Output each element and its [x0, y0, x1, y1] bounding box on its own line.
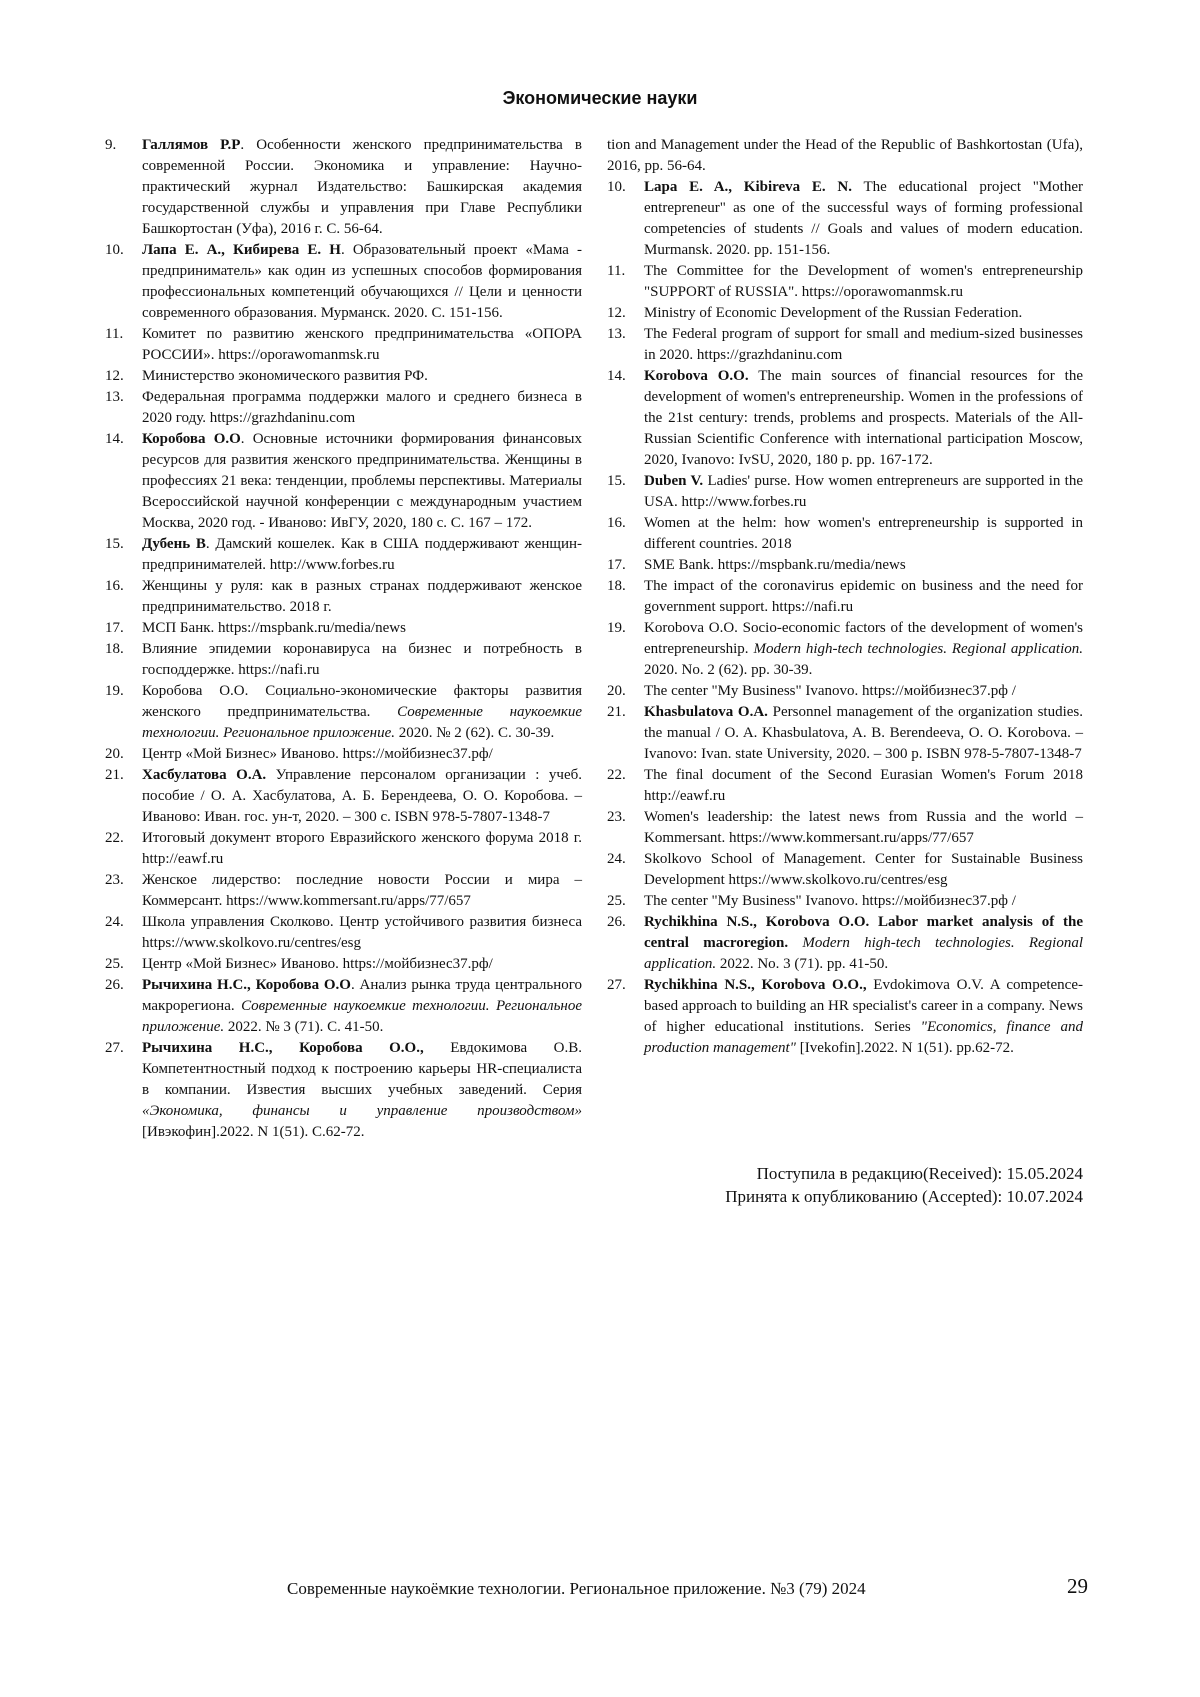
- reference-item: [105, 912, 582, 954]
- reference-number: 18.: [105, 641, 124, 657]
- reference-text: Евдокимова О.В. Компетентностный подход к построению карьеры HR-специалиста в компании. Известия высших учебных заведений. Серия: [142, 1040, 582, 1098]
- reference-number: 19.: [105, 683, 124, 699]
- reference-item: [105, 639, 582, 681]
- reference-text: Korobova O.O. Socio-economic factors of the development of women's entrepreneurship.: [644, 620, 1083, 657]
- reference-text: The center "My Business" Ivanovo. https://мойбизнес37.рф /: [644, 683, 1016, 699]
- reference-number: 20.: [105, 746, 124, 762]
- reference-item: [105, 765, 582, 828]
- reference-text: [788, 935, 802, 951]
- reference-number: 14.: [607, 368, 626, 384]
- reference-item: [607, 618, 1083, 681]
- reference-text: Женское лидерство: последние новости России и мира – Коммерсант. https://www.kommersant.ru/apps/77/657: [142, 872, 582, 909]
- reference-text: Women at the helm: how women's entrepreneurship is supported in different countries. 2018: [644, 515, 1083, 552]
- reference-item: [105, 429, 582, 534]
- reference-item: [105, 870, 582, 912]
- reference-author: Khasbulatova O.A.: [644, 704, 768, 720]
- reference-text: Personnel management of the organization studies. the manual / O. A. Khasbulatova, A. B. Berendeeva, O. O. Korobova. – Ivanovo: Ivan. state University, 2020. – 300 p. ISBN 978-5-7807-1348-7: [644, 704, 1083, 762]
- reference-author: Рычихина Н.С., Коробова О.О.,: [142, 1040, 424, 1056]
- reference-author: Коробова О.О: [142, 431, 241, 447]
- reference-text: The impact of the coronavirus epidemic on business and the need for government support. https://nafi.ru: [644, 578, 1083, 615]
- reference-number: 13.: [607, 326, 626, 342]
- reference-author: Лапа Е. А., Кибирева Е. Н: [142, 242, 341, 258]
- reference-text: . Особенности женского предпринимательства в современной России. Экономика и управление: Научно-практический журнал Издательство: Башкирская академия государственной службы и управления при Главе Республики Башкортостан (Уфа), 2016 г. С. 56-64.: [142, 137, 582, 237]
- reference-details: 2022. № 3 (71). С. 41-50.: [224, 1019, 384, 1035]
- reference-source: «Экономика, финансы и управление производством»: [142, 1103, 582, 1119]
- reference-number: 18.: [607, 578, 626, 594]
- reference-number: 14.: [105, 431, 124, 447]
- reference-text: Ladies' purse. How women entrepreneurs are supported in the USA. http://www.forbes.ru: [644, 473, 1083, 510]
- reference-text: Центр «Мой Бизнес» Иваново. https://мойбизнес37.рф/: [142, 956, 493, 972]
- reference-text: Влияние эпидемии коронавируса на бизнес и потребность в господдержке. https://nafi.ru: [142, 641, 582, 678]
- reference-details: [Ивэкофин].2022. N 1(51). С.62-72.: [142, 1124, 365, 1140]
- reference-item: [607, 555, 1083, 576]
- reference-item: [607, 324, 1083, 366]
- reference-number: 10.: [105, 242, 124, 258]
- reference-text: SME Bank. https://mspbank.ru/media/news: [644, 557, 906, 573]
- reference-number: 20.: [607, 683, 626, 699]
- reference-item: [607, 765, 1083, 807]
- reference-number: 23.: [607, 809, 626, 825]
- reference-text: The main sources of financial resources for the development of women's entrepreneurship. Women in the professions of the 21st century: trends, problems and prospects. Materials of the All-Russian Scientific Conference with international participation Moscow, 2020, Ivanovo: IvSU, 2020, 180 p. pp. 167-172.: [644, 368, 1084, 468]
- reference-item: [105, 975, 582, 1038]
- reference-item: [607, 471, 1083, 513]
- reference-number: 27.: [105, 1040, 124, 1056]
- reference-details: 2020. No. 2 (62). pp. 30-39.: [644, 662, 813, 678]
- reference-text: Коробова О.О. Социально-экономические факторы развития женского предпринимательства.: [142, 683, 582, 720]
- reference-source: Современные наукоемкие технологии. Региональное приложение.: [142, 998, 583, 1035]
- reference-text: . Основные источники формирования финансовых ресурсов для развития женского предпринимательства. Женщины в профессиях 21 века: тенденции, проблемы перспективы. Материалы Всероссийской научной конференции с международным участием Москва, 2020 год. - Иваново: ИвГУ, 2020, 180 с. С. 167 – 172.: [142, 431, 582, 531]
- reference-text: Женщины у руля: как в разных странах поддерживают женское предпринимательство. 2018 г.: [142, 578, 582, 615]
- reference-number: 12.: [607, 305, 626, 321]
- reference-item: [607, 975, 1083, 1059]
- reference-author: Дубень В: [142, 536, 206, 552]
- reference-text: Министерство экономического развития РФ.: [142, 368, 428, 384]
- reference-item: [105, 618, 582, 639]
- reference-text: The center "My Business" Ivanovo. https://мойбизнес37.рф /: [644, 893, 1016, 909]
- reference-number: 17.: [105, 620, 124, 636]
- reference-number: 24.: [105, 914, 124, 930]
- reference-number: 13.: [105, 389, 124, 405]
- reference-number: 21.: [105, 767, 124, 783]
- reference-author: Рычихина Н.С., Коробова О.О: [142, 977, 351, 993]
- reference-item: [105, 828, 582, 870]
- reference-number: 22.: [105, 830, 124, 846]
- reference-text: . Дамский кошелек. Как в США поддерживают женщин-предпринимателей. http://www.forbes.ru: [142, 536, 582, 573]
- reference-text: Центр «Мой Бизнес» Иваново. https://мойбизнес37.рф/: [142, 746, 493, 762]
- reference-item: [607, 366, 1083, 471]
- reference-text: . Анализ рынка труда центрального макрорегиона.: [142, 977, 582, 1014]
- reference-item: [607, 702, 1083, 765]
- reference-item: [105, 1038, 582, 1143]
- reference-item: [607, 912, 1083, 975]
- reference-item: [607, 177, 1083, 261]
- reference-item: [105, 366, 582, 387]
- reference-number: 15.: [607, 473, 626, 489]
- reference-number: 19.: [607, 620, 626, 636]
- reference-number: 11.: [607, 263, 626, 279]
- reference-item: [105, 324, 582, 366]
- reference-text: Итоговый документ второго Евразийского женского форума 2018 г. http://eawf.ru: [142, 830, 582, 867]
- reference-text: Комитет по развитию женского предпринимательства «ОПОРА РОССИИ». https://oporawomanmsk.ru: [142, 326, 582, 363]
- reference-text: Управление персоналом организации : учеб. пособие / О. А. Хасбулатова, А. Б. Берендеева, О. О. Коробова. – Иваново: Иван. гос. ун-т, 2020. – 300 с. ISBN 978-5-7807-1348-7: [142, 767, 583, 825]
- reference-text: The Federal program of support for small and medium-sized businesses in 2020. https://grazhdaninu.com: [644, 326, 1083, 363]
- reference-item: [607, 576, 1083, 618]
- reference-source: "Economics, finance and production management": [644, 1019, 1083, 1056]
- reference-item: [607, 303, 1083, 324]
- reference-item: [607, 891, 1083, 912]
- page-number: 29: [1067, 1574, 1088, 1598]
- reference-item: [607, 849, 1083, 891]
- reference-item: [105, 240, 582, 324]
- reference-item: [105, 681, 582, 744]
- reference-item: [607, 681, 1083, 702]
- reference-item: [607, 513, 1083, 555]
- reference-item: [105, 135, 582, 240]
- reference-number: 21.: [607, 704, 626, 720]
- reference-continuation: tion and Management under the Head of the Republic of Bashkortostan (Ufa), 2016, pp. 56-64.: [607, 137, 1083, 174]
- reference-author: Rychikhina N.S., Korobova O.O.,: [644, 977, 867, 993]
- reference-text: The final document of the Second Eurasian Women's Forum 2018 http://eawf.ru: [644, 767, 1083, 804]
- reference-number: 16.: [607, 515, 626, 531]
- reference-item: [607, 261, 1083, 303]
- references-english: [607, 135, 1083, 1059]
- reference-number: 27.: [607, 977, 626, 993]
- reference-number: 9.: [105, 137, 117, 153]
- reference-number: 24.: [607, 851, 626, 867]
- reference-number: 17.: [607, 557, 626, 573]
- reference-item: [105, 387, 582, 429]
- reference-source: Modern high-tech technologies. Regional application.: [753, 641, 1083, 657]
- reference-text: Школа управления Сколково. Центр устойчивого развития бизнеса https://www.skolkovo.ru/centres/esg: [142, 914, 582, 951]
- reference-item: [105, 954, 582, 975]
- reference-item: [105, 576, 582, 618]
- reference-number: 16.: [105, 578, 124, 594]
- reference-author: Хасбулатова О.А.: [142, 767, 267, 783]
- reference-number: 26.: [607, 914, 626, 930]
- reference-text: МСП Банк. https://mspbank.ru/media/news: [142, 620, 406, 636]
- reference-item: [607, 807, 1083, 849]
- reference-author: Галлямов Р.Р: [142, 137, 241, 153]
- reference-author: Duben V.: [644, 473, 704, 489]
- journal-footer: Современные наукоёмкие технологии. Региональное приложение. №3 (79) 2024: [287, 1579, 866, 1598]
- reference-text: The educational project "Mother entrepreneur" as one of the successful ways of forming professional competencies of students // Goals and values of modern education. Murmansk. 2020. pp. 151-156.: [644, 179, 1084, 258]
- reference-number: 15.: [105, 536, 124, 552]
- reference-text: Федеральная программа поддержки малого и среднего бизнеса в 2020 году. https://grazhdaninu.com: [142, 389, 582, 426]
- reference-author: Lapa E. A., Kibireva E. N.: [644, 179, 852, 195]
- references-russian: [105, 135, 582, 1143]
- reference-text: Skolkovo School of Management. Center for Sustainable Business Development https://www.skolkovo.ru/centres/esg: [644, 851, 1083, 888]
- reference-number: 25.: [607, 893, 626, 909]
- reference-number: 11.: [105, 326, 124, 342]
- reference-source: Современные наукоемкие технологии. Региональное приложение.: [142, 704, 582, 741]
- reference-details: [Ivekofin].2022. N 1(51). pp.62-72.: [795, 1040, 1014, 1056]
- reference-text: Evdokimova O.V. A competence-based approach to building an HR specialist's career in a company. News of higher educational institutions. Series: [644, 977, 1083, 1035]
- reference-text: Women's leadership: the latest news from Russia and the world – Kommersant. https://www.kommersant.ru/apps/77/657: [644, 809, 1083, 846]
- accepted-date: Принята к опубликованию (Accepted): 10.07.2024: [725, 1187, 1083, 1206]
- reference-number: 25.: [105, 956, 124, 972]
- reference-item: [105, 744, 582, 765]
- reference-number: 26.: [105, 977, 124, 993]
- page-header: Экономические науки: [502, 88, 698, 108]
- reference-number: 22.: [607, 767, 626, 783]
- reference-number: 12.: [105, 368, 124, 384]
- reference-number: 23.: [105, 872, 124, 888]
- reference-text: The Committee for the Development of women's entrepreneurship "SUPPORT of RUSSIA". https://oporawomanmsk.ru: [644, 263, 1083, 300]
- reference-author: Korobova O.O.: [644, 368, 749, 384]
- reference-number: 10.: [607, 179, 626, 195]
- received-date: Поступила в редакцию(Received): 15.05.2024: [756, 1164, 1083, 1183]
- reference-author: Rychikhina N.S., Korobova O.O. Labor market analysis of the central macroregion.: [644, 914, 1083, 951]
- reference-text: . Образовательный проект «Мама - предприниматель» как один из успешных способов формирования профессиональных компетенций обучающихся // Цели и ценности современного образования. Мурманск. 2020. С. 151-156.: [142, 242, 582, 321]
- reference-source: Modern high-tech technologies. Regional application.: [644, 935, 1084, 972]
- reference-details: 2020. № 2 (62). С. 30-39.: [395, 725, 555, 741]
- reference-details: 2022. No. 3 (71). pp. 41-50.: [716, 956, 889, 972]
- reference-item: [105, 534, 582, 576]
- reference-text: Ministry of Economic Development of the Russian Federation.: [644, 305, 1023, 321]
- publication-dates: [607, 1162, 1083, 1208]
